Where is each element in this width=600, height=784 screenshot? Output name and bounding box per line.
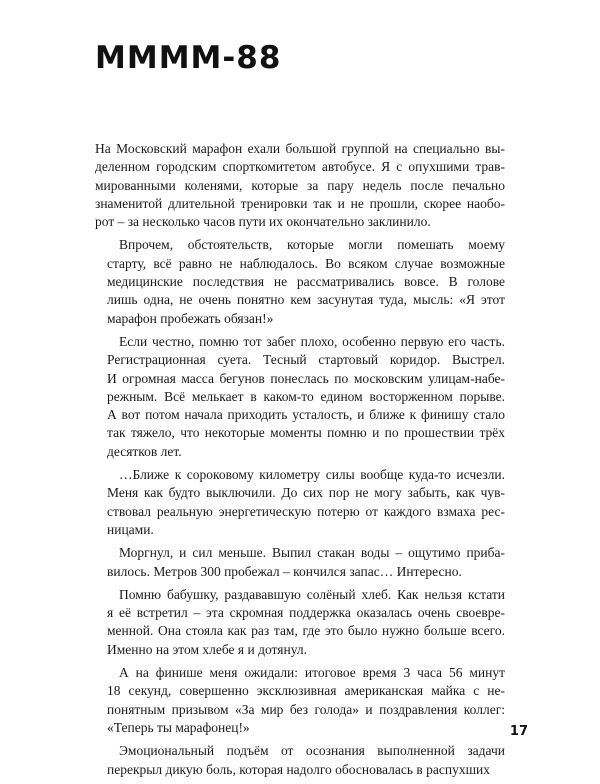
text-line: десятков лет.: [107, 443, 182, 459]
text-line: …Ближе к сороковому километру силы вообще куда-то исчезли.: [119, 467, 505, 483]
page-number: 17: [509, 724, 528, 739]
text-line: менной. Она стояла как раз там, где это было нужно больше всего.: [107, 623, 505, 639]
text-line: А на финише меня ожидали: итоговое время 3 часа 56 минут: [119, 665, 505, 681]
text-line: так тяжело, что некоторые моменты помню и по прошествии трёх: [107, 425, 505, 441]
text-line: перекрыл дикую боль, которая надолго обосновалась в распухших: [107, 761, 490, 777]
text-line: Моргнул, и сил меньше. Выпил стакан воды – ощутимо приба-: [119, 545, 505, 561]
text-line: Меня как будто выключили. До сих пор не могу забыть, как чув-: [107, 485, 505, 501]
text-line: На Московский марафон ехали большой группой на специально вы-: [95, 141, 505, 156]
text-line: «Теперь ты марафонец!»: [107, 719, 250, 735]
paragraph: [95, 586, 505, 659]
text-line: старту, всё равно не наблюдалось. Во всяком случае возможные: [107, 255, 505, 271]
text-line: лишь одна, не очень понятно кем засунутая туда, мысль: «Я этот: [107, 292, 505, 308]
text-line: знаменитой длительной тренировки так и не прошли, скорее наобо-: [95, 195, 505, 211]
text-line: марафон пробежать обязан!»: [107, 310, 274, 326]
text-line: рот – за несколько часов пути их окончательно заклинило.: [95, 214, 431, 230]
chapter-title: ММММ-88: [95, 40, 282, 76]
text-line: Именно на этом хлебе я и дотянул.: [107, 641, 307, 657]
text-line: А вот потом начала приходить усталость, и ближе к финишу стало: [107, 407, 505, 423]
paragraph: [95, 742, 505, 779]
text-line: медицинские последствия не рассматривались вовсе. В голове: [107, 274, 505, 290]
paragraph: [95, 664, 505, 737]
body-text: [95, 140, 505, 784]
paragraph: [95, 236, 505, 327]
text-line: мированными коленями, которые за пару недель после печально: [95, 177, 505, 193]
paragraph: [95, 466, 505, 539]
text-line: я её встретил – эта скромная поддержка оказалась очень своевре-: [107, 605, 505, 621]
paragraph: [95, 140, 505, 231]
text-line: ствовал реальную энергетическую потерю от каждого взмаха рес-: [107, 503, 505, 519]
text-line: понятным призывом «За мир без голода» и поздравления коллег:: [107, 701, 505, 717]
text-line: 18 секунд, совершенно эксклюзивная американская майка с не-: [107, 683, 505, 699]
text-line: И огромная масса бегунов понеслась по московским улицам-набе-: [107, 370, 505, 386]
text-line: деленном городским спорткомитетом автобусе. Я с опухшими трав-: [95, 159, 505, 175]
text-line: Впрочем, обстоятельств, которые могли помешать моему: [119, 237, 505, 253]
text-line: Эмоциональный подъём от осознания выполненной задачи: [119, 743, 505, 759]
text-line: Если честно, помню тот забег плохо, особенно первую его часть.: [119, 333, 505, 349]
paragraph: [95, 544, 505, 581]
text-line: вилось. Метров 300 пробежал – кончился запас… Интересно.: [107, 563, 462, 579]
text-line: ницами.: [107, 521, 154, 537]
text-line: Регистрационная суета. Тесный стартовый коридор. Выстрел.: [107, 352, 505, 368]
text-line: режным. Всё мелькает в каком-то едином восторженном порыве.: [107, 388, 505, 404]
text-line: Помню бабушку, раздававшую солёный хлеб. Как нельзя кстати: [119, 586, 505, 602]
paragraph: [95, 333, 505, 461]
